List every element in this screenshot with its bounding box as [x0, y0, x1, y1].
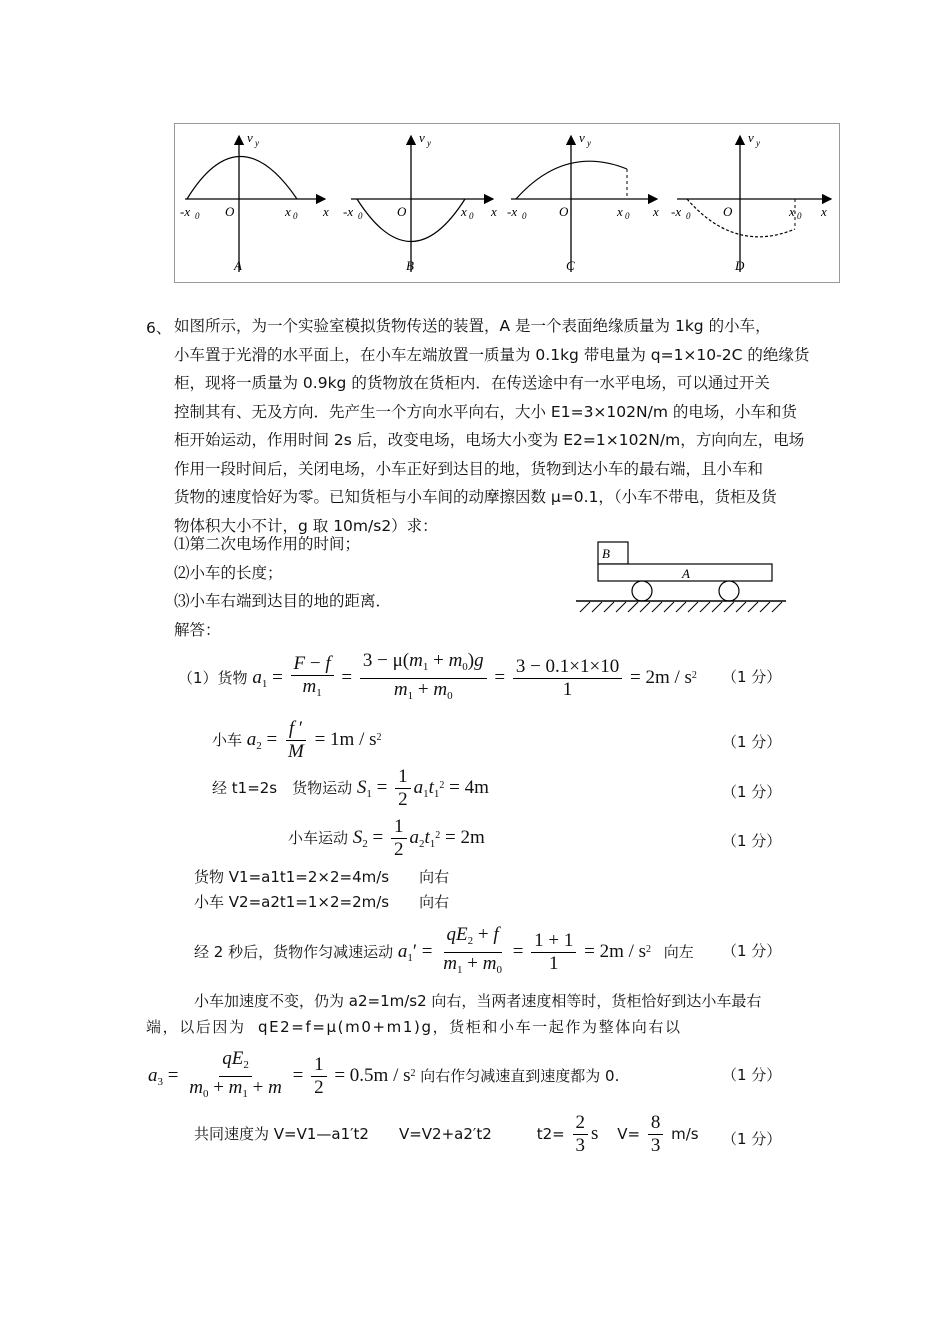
- solution-step-7: 经 2 秒后，货物作匀减速运动 $a_1'$ = $\frac{qE_2 + f}{m_1 + m_0}$ = $\frac{1 + 1}{1}$ = $2m / s^2$ 向左: [194, 924, 694, 976]
- svg-text:-x: -x: [507, 204, 518, 219]
- svg-text:x: x: [461, 204, 467, 219]
- problem-line: 如图所示，为一个实验室模拟货物传送的装置，A 是一个表面绝缘质量为 1kg 的小车，: [174, 317, 771, 335]
- graph-d-label: D: [735, 258, 745, 273]
- equation-a3: $a_3$ = $\frac{qE_2}{m_0 + m_1 + m}$ = $\frac{1}{2}$ = $0.5m / s^2$: [148, 1048, 416, 1100]
- score-mark: （1 分）: [722, 668, 782, 686]
- graph-a-origin: O: [225, 204, 235, 219]
- graph-a: [180, 130, 329, 273]
- solution-step-1: （1）货物 $a_1$ = $\frac{F - f}{m_1}$ = $\frac{3 - \mu(m_1 + m_0)g}{m_1 + m_0}$ = $\frac{3 - 0.1\times 1\times 10}{1}$ = $2m / s^2$: [178, 650, 697, 702]
- score-mark: （1 分）: [722, 942, 782, 960]
- svg-text:x: x: [653, 204, 659, 219]
- svg-text:v: v: [579, 130, 585, 145]
- score-mark: （1 分）: [722, 832, 782, 850]
- cart-wheel: [719, 581, 739, 601]
- svg-text:y: y: [427, 138, 431, 148]
- solution-step-2: 小车 $a_2$ = $\frac{f '}{M}$ = $1m / s^2$: [212, 718, 382, 762]
- svg-text:y: y: [756, 138, 760, 148]
- question-item: ⑶小车右端到达目的地的距离．: [174, 592, 392, 610]
- solution-step-10: 共同速度为 V=V1—a1′t2 V=V2+a2′t2 t2= $\frac{2}{3}$ s V= $\frac{8}{3}$ m/s: [194, 1112, 699, 1156]
- equation-a1: $a_1$ = $\frac{F - f}{m_1}$ = $\frac{3 - \mu(m_1 + m_0)g}{m_1 + m_0}$ = $\frac{3 - 0.1\times 1\times 10}{1}$ = $2m / s^2$: [252, 650, 697, 702]
- svg-text:0: 0: [797, 211, 802, 221]
- score-mark: （1 分）: [722, 1066, 782, 1084]
- svg-text:v: v: [419, 130, 425, 145]
- svg-text:O: O: [723, 204, 733, 219]
- fraction-eight-thirds: $\frac{8}{3}$: [645, 1123, 667, 1144]
- solution-step-8-line1: 小车加速度不变，仍为 a2=1m/s2 向右，当两者速度相等时，货柜恰好到达小车最右: [194, 992, 762, 1010]
- solution-step-9: $a_3$ = $\frac{qE_2}{m_0 + m_1 + m}$ = $\frac{1}{2}$ = $0.5m / s^2$ 向右作匀减速直到速度都为 0.: [148, 1048, 620, 1100]
- svg-text:x: x: [789, 204, 795, 219]
- velocity-graphs: [175, 124, 839, 282]
- svg-text:0: 0: [686, 211, 691, 221]
- cart-diagram: [572, 538, 792, 618]
- svg-text:y: y: [255, 138, 259, 148]
- svg-text:0: 0: [195, 211, 200, 221]
- problem-line: 小车置于光滑的水平面上，在小车左端放置一质量为 0.1kg 带电量为 q=1×10-2C 的绝缘货: [174, 345, 810, 364]
- cart-wheel: [632, 581, 652, 601]
- equation-s2: $S_2$ = $\frac{1}{2}$ $a_2t_1^2 = 2m$: [352, 816, 485, 860]
- ground-hatching: [580, 602, 782, 612]
- solution-step-3: 经 t1=2s 货物运动 $S_1$ = $\frac{1}{2}$ $a_1t_1^2 = 4m$: [212, 766, 489, 810]
- fraction-two-thirds: $\frac{2}{3}$ s: [570, 1123, 599, 1144]
- graph-a-vy-label: v: [247, 130, 253, 145]
- graph-a-neg-x0: -x: [180, 204, 191, 219]
- svg-text:x: x: [491, 204, 497, 219]
- solution-step-6: 小车 V2=a2t1=1×2=2m/s 向右: [194, 893, 450, 911]
- problem-line: 控制其有、无及方向．先产生一个方向水平向右，大小 E1=3×102N/m 的电场，小车和货: [174, 402, 797, 421]
- svg-text:x: x: [617, 204, 623, 219]
- graph-panel: [174, 123, 840, 283]
- score-mark: （1 分）: [722, 783, 782, 801]
- svg-text:0: 0: [293, 211, 298, 221]
- svg-text:x: x: [821, 204, 827, 219]
- graph-a-pos-x0: x: [285, 204, 291, 219]
- question-item: ⑵小车的长度；: [174, 563, 283, 582]
- problem-line: 作用一段时间后，关闭电场，小车正好到达目的地，货物到达小车的最右端，且小车和: [174, 459, 764, 478]
- problem-line: 物体积大小不计，g 取 10m/s2）求：: [174, 516, 438, 535]
- question-item: ⑴第二次电场作用的时间；: [174, 535, 361, 553]
- svg-text:O: O: [397, 204, 407, 219]
- svg-text:-x: -x: [343, 204, 354, 219]
- svg-text:0: 0: [522, 211, 527, 221]
- graph-a-x-label: x: [323, 204, 329, 219]
- svg-text:O: O: [559, 204, 569, 219]
- graph-b: [343, 130, 497, 273]
- score-mark: （1 分）: [722, 1130, 782, 1148]
- svg-text:0: 0: [469, 211, 474, 221]
- solution-step-4: 小车运动 $S_2$ = $\frac{1}{2}$ $a_2t_1^2 = 2m$: [288, 816, 485, 860]
- svg-text:-x: -x: [671, 204, 682, 219]
- question-list: [174, 530, 574, 644]
- solution-step-8-line2: 端，以后因为 qE2=f=μ(m0+m1)g，货柜和小车一起作为整体向右以: [146, 1018, 682, 1036]
- cart-label: A: [682, 566, 690, 581]
- svg-text:0: 0: [358, 211, 363, 221]
- problem-statement: [174, 312, 814, 540]
- svg-text:0: 0: [625, 211, 630, 221]
- cargo-label: B: [602, 546, 610, 561]
- problem-line: 柜，现将一质量为 0.9kg 的货物放在货柜内．在传送途中有一水平电场，可以通过开关: [174, 374, 770, 392]
- problem-number: 6、: [146, 319, 172, 337]
- graph-b-label: B: [406, 258, 414, 273]
- problem-line: 货物的速度恰好为零。已知货柜与小车间的动摩擦因数 μ=0.1，（小车不带电，货柜及货: [174, 488, 777, 506]
- equation-s1: $S_1$ = $\frac{1}{2}$ $a_1t_1^2 = 4m$: [356, 766, 489, 810]
- svg-text:y: y: [587, 138, 591, 148]
- graph-c: [507, 130, 659, 273]
- answer-label: 解答：: [174, 620, 221, 639]
- score-mark: （1 分）: [722, 733, 782, 751]
- graph-c-label: C: [566, 258, 575, 273]
- solution-step-5: 货物 V1=a1t1=2×2=4m/s 向右: [194, 868, 450, 886]
- svg-text:v: v: [748, 130, 754, 145]
- equation-a1-prime: $a_1'$ = $\frac{qE_2 + f}{m_1 + m_0}$ = $\frac{1 + 1}{1}$ = $2m / s^2$: [397, 924, 652, 976]
- equation-a2: $a_2$ = $\frac{f '}{M}$ = $1m / s^2$: [246, 718, 382, 762]
- problem-line: 柜开始运动，作用时间 2s 后，改变电场，电场大小变为 E2=1×102N/m，方向向左，电场: [174, 431, 805, 449]
- graph-d: [671, 130, 831, 273]
- graph-a-label: A: [234, 258, 242, 273]
